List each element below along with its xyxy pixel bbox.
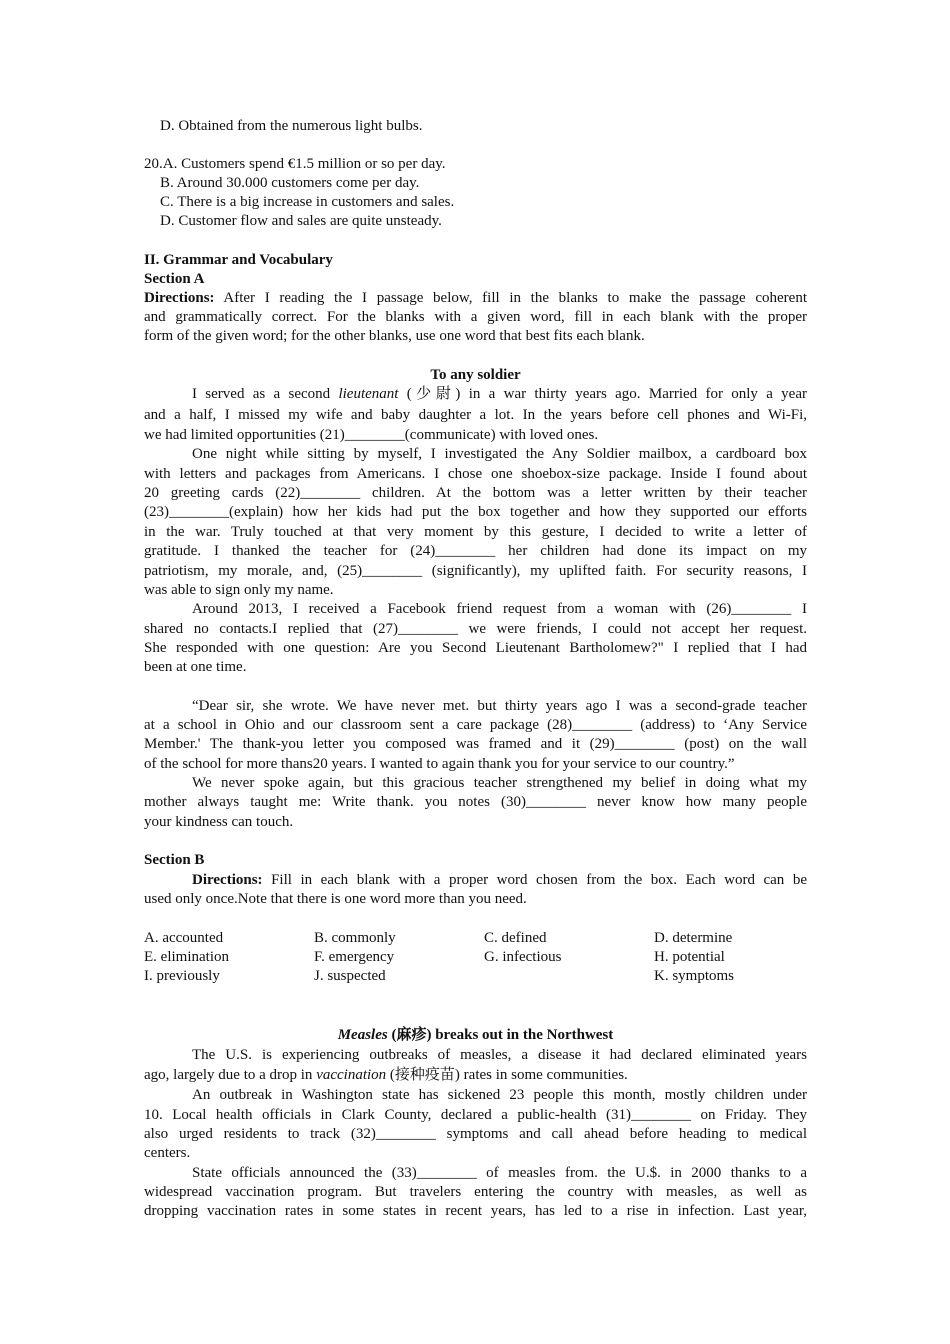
passage-b-p2-line-1: An outbreak in Washington state has sickened 23 people this month, mostly children under bbox=[192, 1087, 807, 1103]
passage-a-p4-line-2: at a school in Ohio and our classroom sent a care package (28)________ (address) to ‘Any Service bbox=[144, 717, 807, 733]
text-span: (接种疫苗) rates in some communities. bbox=[386, 1067, 628, 1083]
passage-a-p2-line-1: One night while sitting by myself, I investigated the Any Soldier mailbox, a cardboard box bbox=[192, 446, 807, 462]
section-b-heading: Section B bbox=[144, 852, 205, 868]
passage-a-p2-line-6: gratitude. I thanked the teacher for (24)________ her children had done its impact on my bbox=[144, 543, 807, 559]
passage-a-p2-line-8: was able to sign only my name. bbox=[144, 582, 334, 598]
passage-b-p1-line-1: The U.S. is experiencing outbreaks of measles, a disease it had declared eliminated years bbox=[192, 1047, 807, 1063]
word-option: I. previously bbox=[144, 968, 220, 984]
title-text: (麻疹) breaks out in the Northwest bbox=[387, 1027, 614, 1043]
directions-label: Directions: bbox=[192, 872, 263, 888]
directions-label: Directions: bbox=[144, 290, 215, 306]
word-option: K. symptoms bbox=[654, 968, 735, 984]
passage-a-p3-line-1: Around 2013, I received a Facebook friend request from a woman with (26)________ I bbox=[192, 601, 807, 617]
q19-option-d: D. Obtained from the numerous light bulbs. bbox=[160, 118, 423, 134]
passage-a-title: To any soldier bbox=[430, 367, 521, 383]
passage-a-p3-line-4: been at one time. bbox=[144, 659, 247, 675]
passage-a-p3-line-2: shared no contacts.I replied that (27)________ we were friends, I could not accept her request. bbox=[144, 621, 807, 637]
passage-a-p2-line-7: patriotism, my morale, and, (25)________ (significantly), my uplifted faith. For security reasons, I bbox=[144, 563, 807, 579]
term-vaccination: vaccination bbox=[316, 1067, 387, 1083]
word-option: J. suspected bbox=[314, 968, 386, 984]
text-span: (少尉) in a war thirty years ago. Married for only a year bbox=[398, 386, 807, 402]
text-span: ago, largely due to a drop in bbox=[144, 1067, 317, 1083]
passage-b-p2-line-2: 10. Local health officials in Clark County, declared a public-health (31)________ on Friday. They bbox=[144, 1107, 807, 1123]
q20-option-a: 20.A. Customers spend €1.5 million or so per day. bbox=[144, 156, 446, 172]
word-option: C. defined bbox=[484, 930, 547, 946]
passage-a-p4-line-1: “Dear sir, she wrote. We have never met. but thirty years ago I was a second-grade teacher bbox=[192, 698, 807, 714]
word-option: B. commonly bbox=[314, 930, 396, 946]
passage-a-p1-line-1 bbox=[192, 385, 807, 404]
passage-a-p2-line-3: 20 greeting cards (22)________ children. At the bottom was a letter written by their teacher bbox=[144, 485, 807, 501]
passage-a-p1-line-2: and a half, I missed my wife and baby daughter a lot. In the years before cell phones and Wi-Fi, bbox=[144, 407, 807, 423]
passage-b-p1-line-2 bbox=[144, 1066, 628, 1085]
passage-a-p2-line-4: (23)________(explain) how her kids had put the box together and how they supported our efforts bbox=[144, 504, 807, 520]
section-heading: II. Grammar and Vocabulary bbox=[144, 252, 333, 268]
word-option: E. elimination bbox=[144, 949, 229, 965]
passage-a-p2-line-2: with letters and packages from Americans. I chose one shoebox-size package. Inside I found about bbox=[144, 466, 807, 482]
passage-b-title bbox=[144, 1026, 807, 1045]
passage-a-p5-line-3: your kindness can touch. bbox=[144, 814, 294, 830]
passage-a-p2-line-5: in the war. Truly touched at that very moment by this gesture, I decided to write a letter of bbox=[144, 524, 807, 540]
passage-b-p3-line-2: widespread vaccination program. But travelers entering the country with measles, as well as bbox=[144, 1184, 807, 1200]
directions-a-line-1 bbox=[144, 289, 807, 308]
word-option: G. infectious bbox=[484, 949, 562, 965]
directions-a-text: After I reading the I passage below, fill in the blanks to make the passage coherent bbox=[223, 290, 807, 306]
passage-a-p5-line-1: We never spoke again, but this gracious teacher strengthened my belief in doing what my bbox=[192, 775, 807, 791]
term-lieutenant: lieutenant bbox=[338, 386, 399, 402]
passage-a-p4-line-4: of the school for more thans20 years. I wanted to again thank you for your service to our country.” bbox=[144, 756, 735, 772]
passage-b-p2-line-3: also urged residents to track (32)________ symptoms and call ahead before heading to medical bbox=[144, 1126, 807, 1142]
word-option: H. potential bbox=[654, 949, 725, 965]
passage-b-p2-line-4: centers. bbox=[144, 1145, 191, 1161]
q20-option-d: D. Customer flow and sales are quite unsteady. bbox=[160, 213, 442, 229]
directions-a-line-2: and grammatically correct. For the blanks with a given word, fill in each blank with the proper bbox=[144, 309, 807, 325]
passage-b-p3-line-1: State officials announced the (33)________ of measles from. the U.$. in 2000 thanks to a bbox=[192, 1165, 807, 1181]
directions-b-text: Fill in each blank with a proper word chosen from the box. Each word can be bbox=[262, 872, 807, 888]
word-option: D. determine bbox=[654, 930, 733, 946]
term-measles: Measles bbox=[337, 1027, 388, 1043]
text-span: I served as a second bbox=[192, 386, 339, 402]
passage-a-p1-line-3: we had limited opportunities (21)________(communicate) with loved ones. bbox=[144, 427, 599, 443]
directions-b-line-1 bbox=[192, 871, 807, 890]
directions-b-line-2: used only once.Note that there is one word more than you need. bbox=[144, 891, 527, 907]
passage-a-p4-line-3: Member.' The thank-you letter you composed was framed and it (29)________ (post) on the wall bbox=[144, 736, 807, 752]
passage-b-p3-line-3: dropping vaccination rates in some states in recent years, has led to a rise in infection. Last year, bbox=[144, 1203, 807, 1219]
passage-a-p5-line-2: mother always taught me: Write thank. you notes (30)________ never know how many people bbox=[144, 794, 807, 810]
q20-option-b: B. Around 30.000 customers come per day. bbox=[160, 175, 420, 191]
word-option: F. emergency bbox=[314, 949, 395, 965]
q20-option-c: C. There is a big increase in customers and sales. bbox=[160, 194, 455, 210]
directions-a-line-3: form of the given word; for the other blanks, use one word that best fits each blank. bbox=[144, 328, 645, 344]
passage-a-p3-line-3: She responded with one question: Are you Second Lieutenant Bartholomew?" I replied that I had bbox=[144, 640, 807, 656]
section-a-heading: Section A bbox=[144, 271, 205, 287]
word-option: A. accounted bbox=[144, 930, 224, 946]
